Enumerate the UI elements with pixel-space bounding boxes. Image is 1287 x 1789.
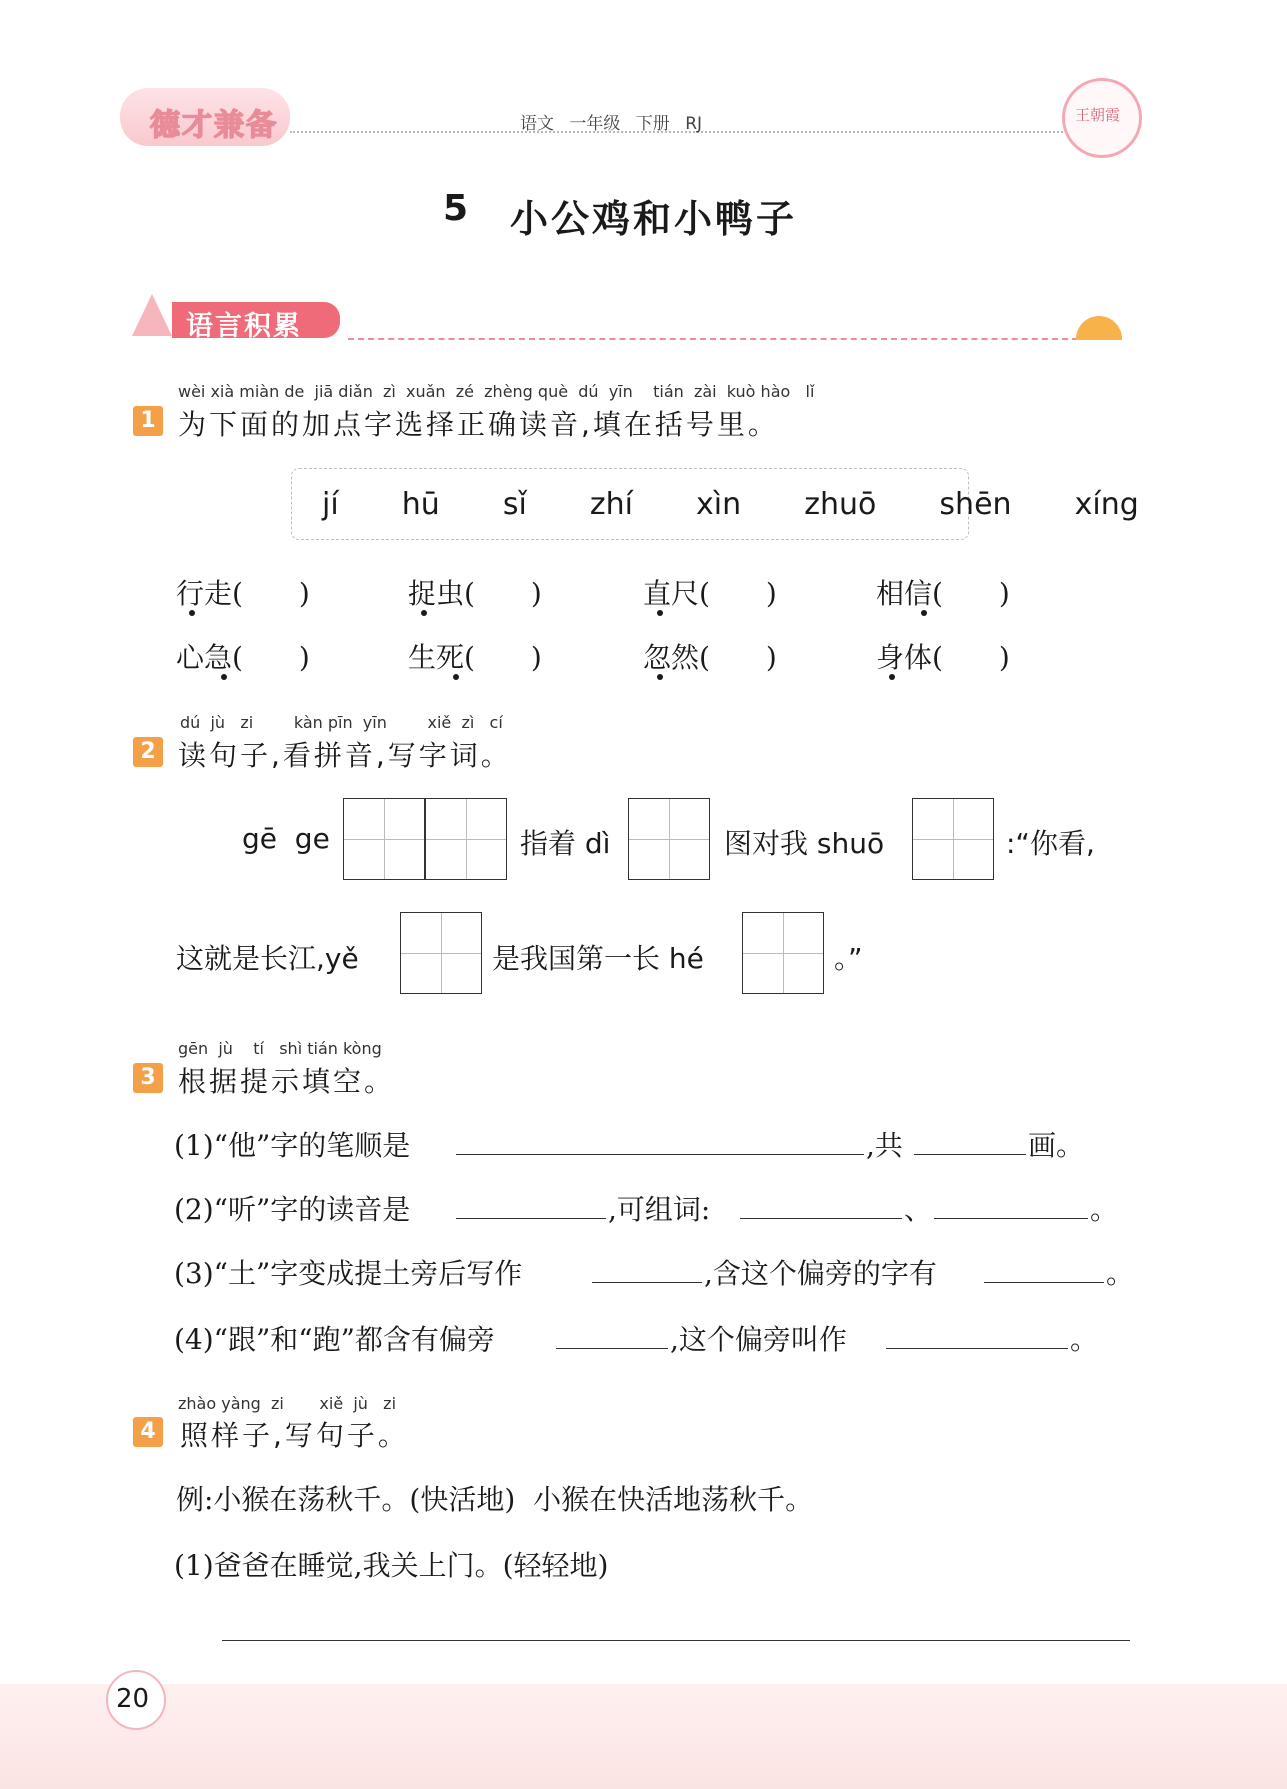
lesson-number: 5 (443, 188, 469, 229)
q1-item: 直尺( ) (643, 577, 777, 610)
q3-prompt: (4)“跟”和“跑”都含有偏旁 (174, 1323, 495, 1356)
footer-decoration (0, 1684, 1287, 1789)
pinyin-options: jí hū sǐ zhí xìn zhuō shēn xíng (322, 487, 1139, 522)
brand-logo-text: 德才兼备 (150, 108, 278, 143)
emphasis-dot (453, 674, 459, 680)
q2-instruction: 读句子,看拼音,写字词。 (178, 739, 512, 772)
q2-pinyin: dú jù zi kàn pīn yīn xiě zì cí (180, 713, 503, 732)
q3-prompt: (2)“听”字的读音是 (174, 1193, 411, 1226)
q3-number: 3 (133, 1063, 163, 1093)
emphasis-dot (889, 674, 895, 680)
q4-pinyin: zhào yàng zi xiě jù zi (178, 1394, 397, 1413)
q2-number: 2 (133, 737, 163, 767)
q1-item: 捉虫( ) (408, 577, 542, 610)
writing-grid-cell[interactable] (742, 912, 824, 994)
q4-example: 例:小猴在荡秋千。(快活地) 小猴在快活地荡秋千。 (176, 1483, 814, 1516)
q3-prompt: 。 (1090, 1193, 1119, 1226)
writing-grid-cell[interactable] (628, 798, 710, 880)
lesson-title: 小公鸡和小鸭子 (510, 197, 798, 241)
answer-blank[interactable] (456, 1154, 864, 1155)
emphasis-dot (189, 610, 195, 616)
q3-prompt: ,这个偏旁叫作 (670, 1323, 847, 1356)
q3-prompt: 。 (1070, 1323, 1099, 1356)
emphasis-dot (657, 674, 663, 680)
answer-line[interactable] (222, 1640, 1130, 1641)
page-number: 20 (116, 1684, 150, 1714)
q1-instruction: 为下面的加点字选择正确读音,填在括号里。 (178, 408, 779, 441)
q2-text: :“你看, (1006, 827, 1095, 860)
q1-item: 身体( ) (876, 641, 1010, 674)
q2-text: gē ge (242, 822, 330, 855)
writing-grid-cell[interactable] (343, 798, 425, 880)
writing-grid-cell[interactable] (912, 798, 994, 880)
q3-prompt: ,共 (866, 1129, 903, 1162)
answer-blank[interactable] (556, 1348, 668, 1349)
seal-text: 王朝霞 (1075, 106, 1121, 124)
q3-prompt: ,含这个偏旁的字有 (704, 1257, 937, 1290)
q3-prompt: (1)“他”字的笔顺是 (174, 1129, 411, 1162)
q2-text: 指着 dì (520, 827, 611, 860)
answer-blank[interactable] (456, 1218, 606, 1219)
q1-item: 生死( ) (408, 641, 542, 674)
q2-text: 。” (834, 942, 863, 975)
q3-prompt: 、 (904, 1193, 933, 1226)
q4-instruction: 照样子,写句子。 (180, 1419, 409, 1452)
q3-pinyin: gēn jù tí shì tián kòng (178, 1039, 382, 1058)
q1-item: 心急( ) (176, 641, 310, 674)
answer-blank[interactable] (984, 1282, 1104, 1283)
sailboat-icon (132, 294, 172, 336)
emphasis-dot (921, 610, 927, 616)
section-divider (348, 338, 1078, 340)
section-title: 语言积累 (186, 311, 302, 342)
answer-blank[interactable] (934, 1218, 1088, 1219)
answer-blank[interactable] (740, 1218, 902, 1219)
writing-grid-cell[interactable] (400, 912, 482, 994)
emphasis-dot (657, 610, 663, 616)
answer-blank[interactable] (914, 1154, 1026, 1155)
q1-item: 忽然( ) (643, 641, 777, 674)
q1-item: 相信( ) (876, 577, 1010, 610)
answer-blank[interactable] (592, 1282, 702, 1283)
q3-prompt: 画。 (1028, 1129, 1085, 1162)
q3-instruction: 根据提示填空。 (178, 1065, 396, 1098)
emphasis-dot (421, 610, 427, 616)
emphasis-dot (221, 674, 227, 680)
book-meta: 语文 一年级 下册 RJ (520, 114, 703, 134)
writing-grid-cell[interactable] (425, 798, 507, 880)
q3-prompt: 。 (1106, 1257, 1135, 1290)
q1-number: 1 (133, 406, 163, 436)
q4-number: 4 (133, 1417, 163, 1447)
q2-text: 是我国第一长 hé (492, 942, 704, 975)
answer-blank[interactable] (886, 1348, 1068, 1349)
sunset-icon (1076, 316, 1122, 340)
q4-item: (1)爸爸在睡觉,我关上门。(轻轻地) (174, 1549, 609, 1582)
q3-prompt: ,可组词: (608, 1193, 711, 1226)
q1-pinyin: wèi xià miàn de jiā diǎn zì xuǎn zé zhèng què dú yīn tián zài kuò hào lǐ (178, 382, 815, 401)
q3-prompt: (3)“土”字变成提土旁后写作 (174, 1257, 523, 1290)
q2-text: 图对我 shuō (724, 827, 885, 860)
q1-item: 行走( ) (176, 577, 310, 610)
q2-text: 这就是长江,yě (176, 942, 359, 975)
